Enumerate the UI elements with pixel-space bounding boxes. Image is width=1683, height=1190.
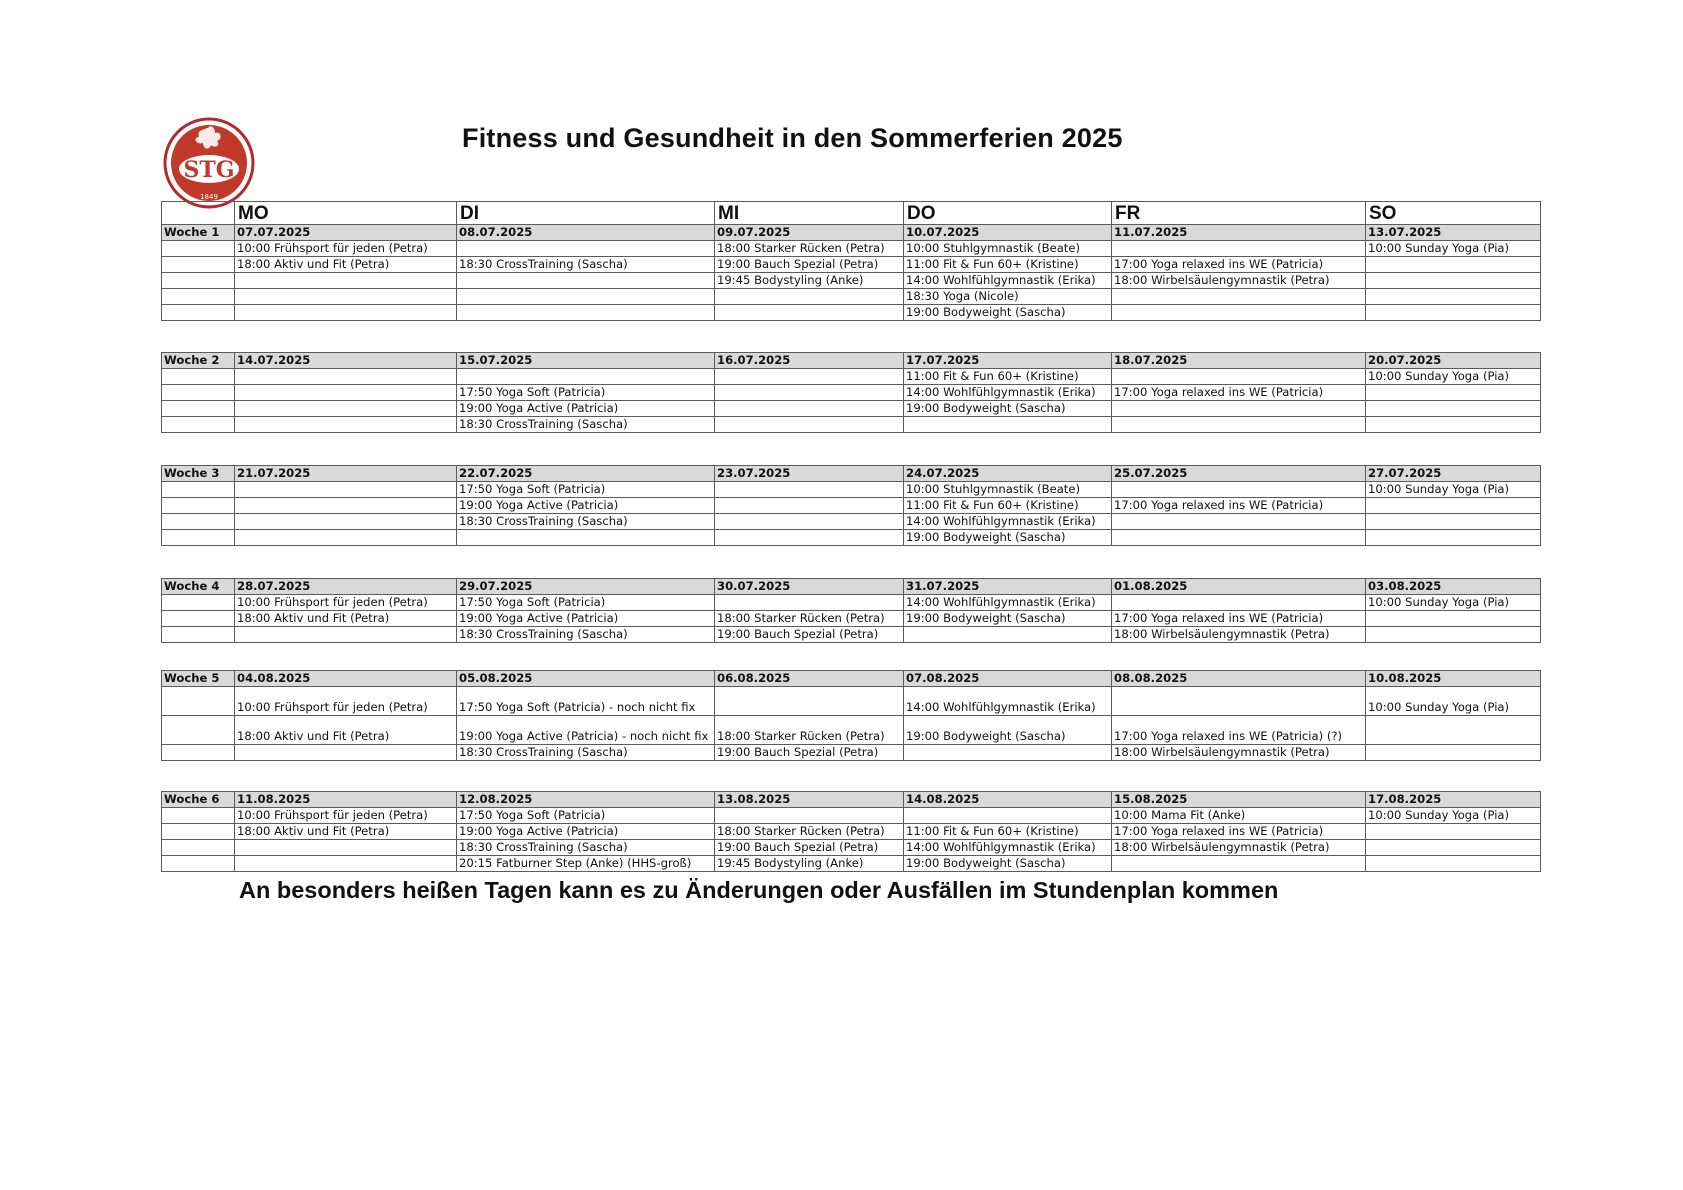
class-cell bbox=[235, 289, 457, 305]
class-cell: 10:00 Sunday Yoga (Pia) bbox=[1366, 687, 1541, 716]
week-table bbox=[161, 352, 1541, 433]
class-cell: 17:00 Yoga relaxed ins WE (Patricia) (?) bbox=[1112, 716, 1366, 745]
class-cell: 19:00 Bauch Spezial (Petra) bbox=[715, 840, 904, 856]
row-label-cell bbox=[162, 856, 235, 872]
day-header: MO bbox=[235, 202, 457, 225]
date-cell: 07.07.2025 bbox=[235, 225, 457, 241]
table-row bbox=[162, 808, 1541, 824]
row-label-cell bbox=[162, 595, 235, 611]
class-cell bbox=[1112, 530, 1366, 546]
class-cell bbox=[1366, 289, 1541, 305]
class-cell: 19:00 Yoga Active (Patricia) bbox=[457, 611, 715, 627]
class-cell: 14:00 Wohlfühlgymnastik (Erika) bbox=[904, 840, 1112, 856]
class-cell: 10:00 Sunday Yoga (Pia) bbox=[1366, 808, 1541, 824]
table-row bbox=[162, 498, 1541, 514]
week-table bbox=[161, 465, 1541, 546]
class-cell: 17:50 Yoga Soft (Patricia) bbox=[457, 385, 715, 401]
class-cell bbox=[1366, 611, 1541, 627]
class-cell bbox=[1366, 514, 1541, 530]
date-cell: 21.07.2025 bbox=[235, 466, 457, 482]
class-cell bbox=[1366, 257, 1541, 273]
date-cell: 29.07.2025 bbox=[457, 579, 715, 595]
class-cell: 17:50 Yoga Soft (Patricia) bbox=[457, 808, 715, 824]
class-cell bbox=[235, 482, 457, 498]
class-cell bbox=[1366, 840, 1541, 856]
class-cell bbox=[715, 530, 904, 546]
page-title: Fitness und Gesundheit in den Sommerferien 2025 bbox=[462, 123, 1123, 153]
class-cell: 10:00 Stuhlgymnastik (Beate) bbox=[904, 241, 1112, 257]
class-cell bbox=[1112, 482, 1366, 498]
class-cell: 18:30 CrossTraining (Sascha) bbox=[457, 417, 715, 433]
class-cell bbox=[1366, 856, 1541, 872]
class-cell: 19:00 Bodyweight (Sascha) bbox=[904, 530, 1112, 546]
class-cell: 18:00 Aktiv und Fit (Petra) bbox=[235, 716, 457, 745]
class-cell bbox=[1112, 856, 1366, 872]
class-cell: 11:00 Fit & Fun 60+ (Kristine) bbox=[904, 824, 1112, 840]
date-cell: 13.08.2025 bbox=[715, 792, 904, 808]
table-row bbox=[162, 482, 1541, 498]
class-cell: 18:00 Wirbelsäulengymnastik (Petra) bbox=[1112, 745, 1366, 761]
row-label-cell bbox=[162, 514, 235, 530]
class-cell bbox=[715, 482, 904, 498]
class-cell: 10:00 Frühsport für jeden (Petra) bbox=[235, 241, 457, 257]
table-row bbox=[162, 385, 1541, 401]
class-cell: 14:00 Wohlfühlgymnastik (Erika) bbox=[904, 687, 1112, 716]
class-cell: 18:00 Starker Rücken (Petra) bbox=[715, 241, 904, 257]
class-cell bbox=[235, 514, 457, 530]
class-cell: 19:00 Bauch Spezial (Petra) bbox=[715, 627, 904, 643]
week-table bbox=[161, 578, 1541, 643]
class-cell: 18:00 Wirbelsäulengymnastik (Petra) bbox=[1112, 840, 1366, 856]
date-cell: 06.08.2025 bbox=[715, 671, 904, 687]
class-cell: 10:00 Sunday Yoga (Pia) bbox=[1366, 241, 1541, 257]
class-cell: 18:00 Wirbelsäulengymnastik (Petra) bbox=[1112, 273, 1366, 289]
class-cell bbox=[1366, 417, 1541, 433]
row-label-cell bbox=[162, 627, 235, 643]
class-cell: 18:00 Aktiv und Fit (Petra) bbox=[235, 611, 457, 627]
row-label-cell bbox=[162, 241, 235, 257]
table-row bbox=[162, 745, 1541, 761]
date-cell: 31.07.2025 bbox=[904, 579, 1112, 595]
date-cell: 08.07.2025 bbox=[457, 225, 715, 241]
row-label-cell bbox=[162, 273, 235, 289]
class-cell: 17:50 Yoga Soft (Patricia) bbox=[457, 595, 715, 611]
class-cell bbox=[1366, 305, 1541, 321]
class-cell: 17:50 Yoga Soft (Patricia) bbox=[457, 482, 715, 498]
class-cell: 19:00 Bodyweight (Sascha) bbox=[904, 856, 1112, 872]
logo-text: STG bbox=[183, 157, 235, 183]
week-header-row bbox=[162, 671, 1541, 687]
date-cell: 03.08.2025 bbox=[1366, 579, 1541, 595]
class-cell: 18:00 Aktiv und Fit (Petra) bbox=[235, 257, 457, 273]
date-cell: 01.08.2025 bbox=[1112, 579, 1366, 595]
class-cell bbox=[235, 627, 457, 643]
date-cell: 13.07.2025 bbox=[1366, 225, 1541, 241]
class-cell bbox=[715, 808, 904, 824]
row-label-cell bbox=[162, 369, 235, 385]
class-cell: 19:00 Bauch Spezial (Petra) bbox=[715, 745, 904, 761]
class-cell: 19:00 Bodyweight (Sascha) bbox=[904, 716, 1112, 745]
date-cell: 12.08.2025 bbox=[457, 792, 715, 808]
club-logo bbox=[163, 117, 255, 209]
class-cell: 11:00 Fit & Fun 60+ (Kristine) bbox=[904, 369, 1112, 385]
class-cell bbox=[457, 241, 715, 257]
class-cell bbox=[1112, 369, 1366, 385]
class-cell: 19:00 Bauch Spezial (Petra) bbox=[715, 257, 904, 273]
class-cell bbox=[715, 305, 904, 321]
class-cell bbox=[715, 417, 904, 433]
class-cell: 19:00 Yoga Active (Patricia) bbox=[457, 401, 715, 417]
class-cell bbox=[1366, 745, 1541, 761]
class-cell: 17:00 Yoga relaxed ins WE (Patricia) bbox=[1112, 824, 1366, 840]
date-cell: 14.08.2025 bbox=[904, 792, 1112, 808]
class-cell bbox=[235, 498, 457, 514]
week-table bbox=[161, 791, 1541, 872]
class-cell: 14:00 Wohlfühlgymnastik (Erika) bbox=[904, 273, 1112, 289]
class-cell bbox=[235, 401, 457, 417]
class-cell bbox=[715, 498, 904, 514]
table-row bbox=[162, 716, 1541, 745]
class-cell bbox=[235, 840, 457, 856]
week-label: Woche 3 bbox=[162, 466, 235, 482]
class-cell: 11:00 Fit & Fun 60+ (Kristine) bbox=[904, 257, 1112, 273]
week-header-row bbox=[162, 579, 1541, 595]
class-cell bbox=[457, 273, 715, 289]
table-row bbox=[162, 856, 1541, 872]
class-cell: 20:15 Fatburner Step (Anke) (HHS-groß) bbox=[457, 856, 715, 872]
date-cell: 18.07.2025 bbox=[1112, 353, 1366, 369]
class-cell: 17:00 Yoga relaxed ins WE (Patricia) bbox=[1112, 498, 1366, 514]
week-label: Woche 5 bbox=[162, 671, 235, 687]
class-cell bbox=[715, 595, 904, 611]
row-label-cell bbox=[162, 401, 235, 417]
table-row bbox=[162, 530, 1541, 546]
date-cell: 27.07.2025 bbox=[1366, 466, 1541, 482]
class-cell bbox=[235, 385, 457, 401]
footnote: An besonders heißen Tagen kann es zu Änderungen oder Ausfällen im Stundenplan kommen bbox=[239, 877, 1279, 903]
class-cell: 18:00 Aktiv und Fit (Petra) bbox=[235, 824, 457, 840]
class-cell: 18:00 Starker Rücken (Petra) bbox=[715, 611, 904, 627]
date-cell: 20.07.2025 bbox=[1366, 353, 1541, 369]
class-cell: 10:00 Frühsport für jeden (Petra) bbox=[235, 808, 457, 824]
date-cell: 30.07.2025 bbox=[715, 579, 904, 595]
date-cell: 11.07.2025 bbox=[1112, 225, 1366, 241]
row-label-cell bbox=[162, 305, 235, 321]
class-cell bbox=[1366, 627, 1541, 643]
row-label-cell bbox=[162, 498, 235, 514]
class-cell: 18:00 Starker Rücken (Petra) bbox=[715, 716, 904, 745]
class-cell: 14:00 Wohlfühlgymnastik (Erika) bbox=[904, 385, 1112, 401]
class-cell: 18:30 CrossTraining (Sascha) bbox=[457, 627, 715, 643]
class-cell bbox=[1366, 385, 1541, 401]
table-row bbox=[162, 595, 1541, 611]
class-cell bbox=[1112, 417, 1366, 433]
row-label-cell bbox=[162, 385, 235, 401]
class-cell bbox=[235, 273, 457, 289]
row-label-cell bbox=[162, 840, 235, 856]
row-label-cell bbox=[162, 745, 235, 761]
class-cell bbox=[715, 401, 904, 417]
row-label-cell bbox=[162, 716, 235, 745]
class-cell: 19:45 Bodystyling (Anke) bbox=[715, 273, 904, 289]
date-cell: 07.08.2025 bbox=[904, 671, 1112, 687]
class-cell: 18:30 CrossTraining (Sascha) bbox=[457, 514, 715, 530]
row-label-cell bbox=[162, 808, 235, 824]
row-label-cell bbox=[162, 482, 235, 498]
table-row bbox=[162, 401, 1541, 417]
day-header: MI bbox=[715, 202, 904, 225]
class-cell: 18:00 Wirbelsäulengymnastik (Petra) bbox=[1112, 627, 1366, 643]
class-cell bbox=[904, 627, 1112, 643]
table-row bbox=[162, 289, 1541, 305]
week-header-row bbox=[162, 466, 1541, 482]
class-cell: 17:50 Yoga Soft (Patricia) - noch nicht fix bbox=[457, 687, 715, 716]
class-cell bbox=[715, 514, 904, 530]
class-cell: 10:00 Sunday Yoga (Pia) bbox=[1366, 595, 1541, 611]
class-cell bbox=[1366, 498, 1541, 514]
day-header: DI bbox=[457, 202, 715, 225]
class-cell bbox=[1366, 716, 1541, 745]
table-row bbox=[162, 257, 1541, 273]
class-cell: 17:00 Yoga relaxed ins WE (Patricia) bbox=[1112, 611, 1366, 627]
class-cell bbox=[904, 417, 1112, 433]
class-cell bbox=[904, 808, 1112, 824]
class-cell bbox=[235, 745, 457, 761]
class-cell bbox=[457, 289, 715, 305]
class-cell: 10:00 Sunday Yoga (Pia) bbox=[1366, 482, 1541, 498]
logo-year: 1849 bbox=[200, 193, 218, 201]
class-cell bbox=[457, 305, 715, 321]
class-cell bbox=[1366, 824, 1541, 840]
table-row bbox=[162, 840, 1541, 856]
date-cell: 25.07.2025 bbox=[1112, 466, 1366, 482]
day-header: FR bbox=[1112, 202, 1366, 225]
table-row bbox=[162, 369, 1541, 385]
class-cell: 11:00 Fit & Fun 60+ (Kristine) bbox=[904, 498, 1112, 514]
class-cell bbox=[1112, 401, 1366, 417]
table-row bbox=[162, 305, 1541, 321]
class-cell bbox=[1112, 595, 1366, 611]
date-cell: 09.07.2025 bbox=[715, 225, 904, 241]
row-label-cell bbox=[162, 611, 235, 627]
class-cell: 10:00 Frühsport für jeden (Petra) bbox=[235, 595, 457, 611]
class-cell: 18:30 CrossTraining (Sascha) bbox=[457, 745, 715, 761]
date-cell: 10.07.2025 bbox=[904, 225, 1112, 241]
table-row bbox=[162, 687, 1541, 716]
week-table bbox=[161, 670, 1541, 761]
date-cell: 14.07.2025 bbox=[235, 353, 457, 369]
class-cell bbox=[235, 856, 457, 872]
class-cell: 18:30 Yoga (Nicole) bbox=[904, 289, 1112, 305]
date-cell: 15.07.2025 bbox=[457, 353, 715, 369]
row-label-cell bbox=[162, 530, 235, 546]
class-cell: 19:00 Yoga Active (Patricia) - noch nicht fix bbox=[457, 716, 715, 745]
week-label: Woche 2 bbox=[162, 353, 235, 369]
class-cell bbox=[1112, 289, 1366, 305]
class-cell: 17:00 Yoga relaxed ins WE (Patricia) bbox=[1112, 385, 1366, 401]
day-header: DO bbox=[904, 202, 1112, 225]
date-cell: 24.07.2025 bbox=[904, 466, 1112, 482]
class-cell bbox=[457, 530, 715, 546]
class-cell: 19:00 Bodyweight (Sascha) bbox=[904, 611, 1112, 627]
date-cell: 17.07.2025 bbox=[904, 353, 1112, 369]
class-cell: 19:00 Bodyweight (Sascha) bbox=[904, 305, 1112, 321]
week-header-row bbox=[162, 353, 1541, 369]
class-cell: 19:45 Bodystyling (Anke) bbox=[715, 856, 904, 872]
table-row bbox=[162, 824, 1541, 840]
class-cell bbox=[1366, 273, 1541, 289]
day-header: SO bbox=[1366, 202, 1541, 225]
class-cell bbox=[1366, 530, 1541, 546]
row-label-cell bbox=[162, 824, 235, 840]
class-cell: 19:00 Bodyweight (Sascha) bbox=[904, 401, 1112, 417]
date-cell: 04.08.2025 bbox=[235, 671, 457, 687]
class-cell: 18:00 Starker Rücken (Petra) bbox=[715, 824, 904, 840]
date-cell: 15.08.2025 bbox=[1112, 792, 1366, 808]
week-header-row bbox=[162, 225, 1541, 241]
class-cell bbox=[904, 745, 1112, 761]
date-cell: 10.08.2025 bbox=[1366, 671, 1541, 687]
table-row bbox=[162, 611, 1541, 627]
class-cell bbox=[1112, 305, 1366, 321]
date-cell: 11.08.2025 bbox=[235, 792, 457, 808]
class-cell bbox=[715, 289, 904, 305]
class-cell bbox=[715, 369, 904, 385]
date-cell: 23.07.2025 bbox=[715, 466, 904, 482]
corner-cell bbox=[162, 202, 235, 225]
class-cell bbox=[235, 417, 457, 433]
class-cell: 19:00 Yoga Active (Patricia) bbox=[457, 824, 715, 840]
class-cell: 10:00 Sunday Yoga (Pia) bbox=[1366, 369, 1541, 385]
class-cell bbox=[457, 369, 715, 385]
week-label: Woche 6 bbox=[162, 792, 235, 808]
class-cell: 18:30 CrossTraining (Sascha) bbox=[457, 257, 715, 273]
class-cell: 14:00 Wohlfühlgymnastik (Erika) bbox=[904, 595, 1112, 611]
week-table bbox=[161, 201, 1541, 321]
class-cell: 10:00 Frühsport für jeden (Petra) bbox=[235, 687, 457, 716]
class-cell: 19:00 Yoga Active (Patricia) bbox=[457, 498, 715, 514]
class-cell bbox=[235, 530, 457, 546]
week-label: Woche 4 bbox=[162, 579, 235, 595]
week-header-row bbox=[162, 792, 1541, 808]
class-cell bbox=[1112, 241, 1366, 257]
class-cell bbox=[1112, 687, 1366, 716]
date-cell: 16.07.2025 bbox=[715, 353, 904, 369]
class-cell bbox=[235, 305, 457, 321]
table-row bbox=[162, 627, 1541, 643]
day-header-row bbox=[162, 202, 1541, 225]
row-label-cell bbox=[162, 257, 235, 273]
date-cell: 08.08.2025 bbox=[1112, 671, 1366, 687]
row-label-cell bbox=[162, 687, 235, 716]
table-row bbox=[162, 273, 1541, 289]
class-cell: 10:00 Mama Fit (Anke) bbox=[1112, 808, 1366, 824]
date-cell: 28.07.2025 bbox=[235, 579, 457, 595]
class-cell bbox=[1112, 514, 1366, 530]
table-row bbox=[162, 514, 1541, 530]
class-cell: 14:00 Wohlfühlgymnastik (Erika) bbox=[904, 514, 1112, 530]
week-label: Woche 1 bbox=[162, 225, 235, 241]
class-cell bbox=[715, 385, 904, 401]
table-row bbox=[162, 417, 1541, 433]
class-cell: 10:00 Stuhlgymnastik (Beate) bbox=[904, 482, 1112, 498]
table-row bbox=[162, 241, 1541, 257]
row-label-cell bbox=[162, 289, 235, 305]
class-cell: 18:30 CrossTraining (Sascha) bbox=[457, 840, 715, 856]
row-label-cell bbox=[162, 417, 235, 433]
date-cell: 05.08.2025 bbox=[457, 671, 715, 687]
class-cell: 17:00 Yoga relaxed ins WE (Patricia) bbox=[1112, 257, 1366, 273]
class-cell bbox=[715, 687, 904, 716]
class-cell bbox=[1366, 401, 1541, 417]
date-cell: 17.08.2025 bbox=[1366, 792, 1541, 808]
class-cell bbox=[235, 369, 457, 385]
date-cell: 22.07.2025 bbox=[457, 466, 715, 482]
